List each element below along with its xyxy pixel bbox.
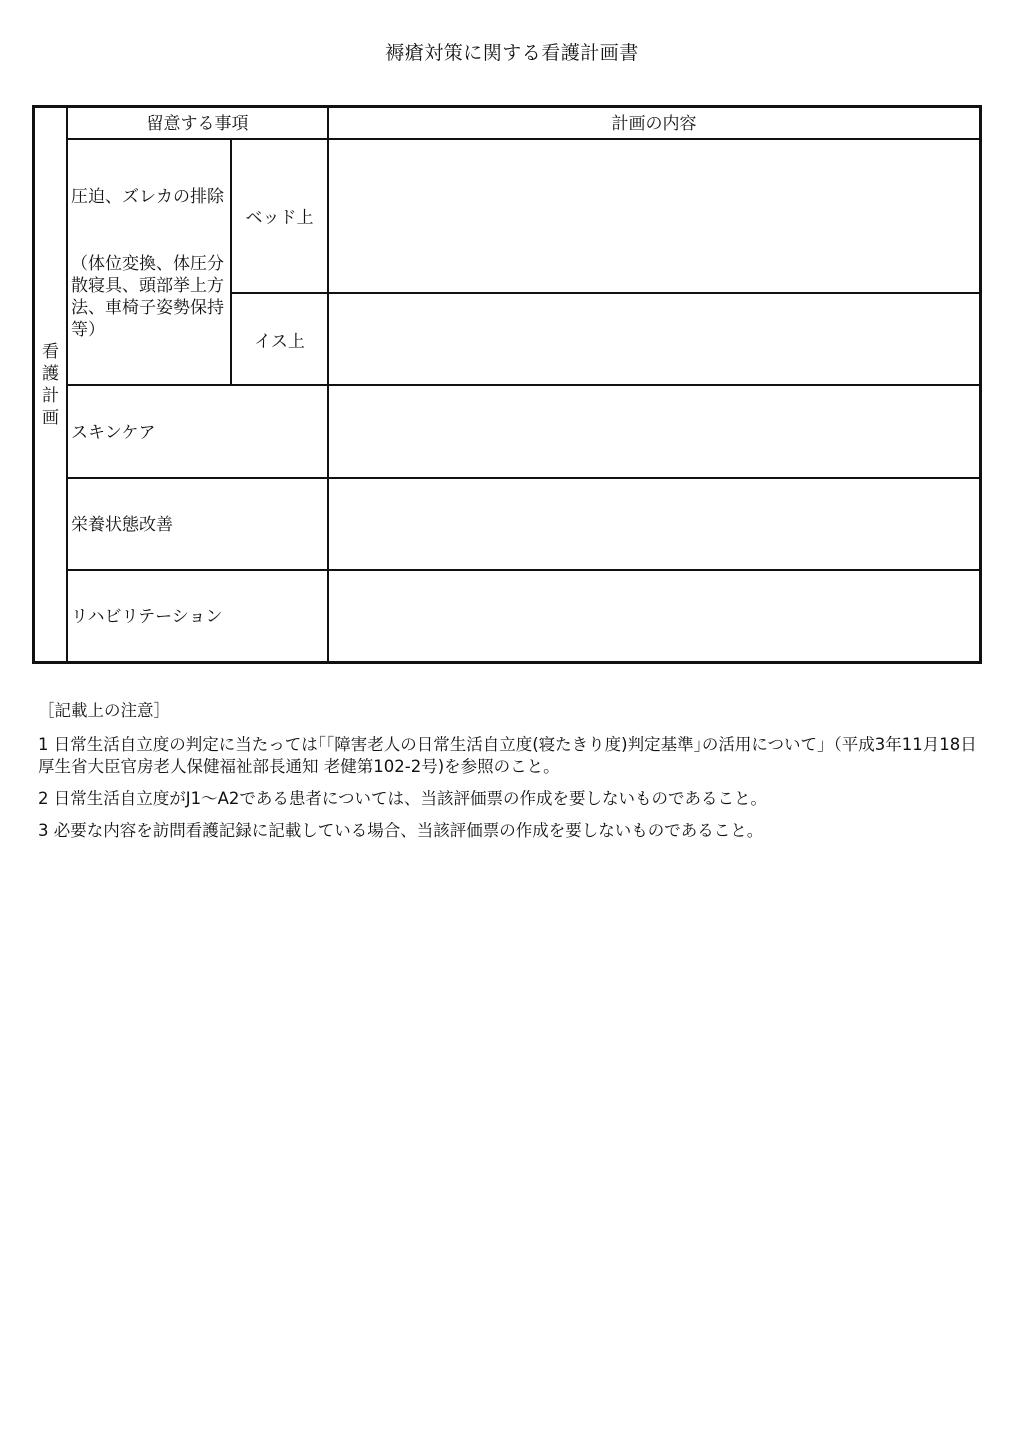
header-item: 留意する事項 bbox=[146, 114, 249, 134]
nutrition-plan-content[interactable] bbox=[329, 479, 979, 569]
note-item-3: 3 必要な内容を訪問看護記録に記載している場合、当該評価票の作成を要しないものであること。 bbox=[38, 821, 764, 840]
bed-plan-content[interactable] bbox=[329, 140, 979, 292]
side-label-text: 看護計画 bbox=[42, 341, 59, 428]
row-label-rehabilitation: リハビリテーション bbox=[71, 607, 223, 627]
pressure-item-detail: （体位変換、体圧分散寝具、頭部挙上方法、車椅子姿勢保持等） bbox=[71, 254, 224, 340]
row-label-skin-care: スキンケア bbox=[71, 423, 156, 443]
pressure-item-main: 圧迫、ズレカの排除 bbox=[71, 187, 224, 207]
note-item-2: 2 日常生活自立度がJ1～A2である患者については、当該評価票の作成を要しないものであること。 bbox=[38, 789, 768, 808]
chair-label: イス上 bbox=[254, 332, 305, 352]
row-label-nutrition: 栄養状態改善 bbox=[71, 515, 173, 535]
divider-bed-chair-item bbox=[230, 292, 329, 294]
side-label-nursing-plan bbox=[35, 108, 66, 661]
notes-section bbox=[38, 700, 988, 852]
header-content: 計画の内容 bbox=[611, 114, 697, 134]
note-item-1: 1 日常生活自立度の判定に当たっては｢｢障害老人の日常生活自立度(寝たきり度)判定基準｣の活用について｣（平成3年11月18日 厚生省大臣官房老人保健福祉部長通知 老健第102-2号)を参照のこと。 bbox=[38, 735, 983, 776]
rehabilitation-plan-content[interactable] bbox=[329, 571, 979, 661]
nursing-plan-table bbox=[32, 105, 982, 664]
bed-label: ベッド上 bbox=[245, 208, 314, 228]
skin-care-plan-content[interactable] bbox=[329, 386, 979, 477]
chair-plan-content[interactable] bbox=[329, 294, 979, 384]
notes-heading: ［記載上の注意］ bbox=[38, 701, 170, 720]
page-title: 褥瘡対策に関する看護計画書 bbox=[385, 42, 639, 64]
